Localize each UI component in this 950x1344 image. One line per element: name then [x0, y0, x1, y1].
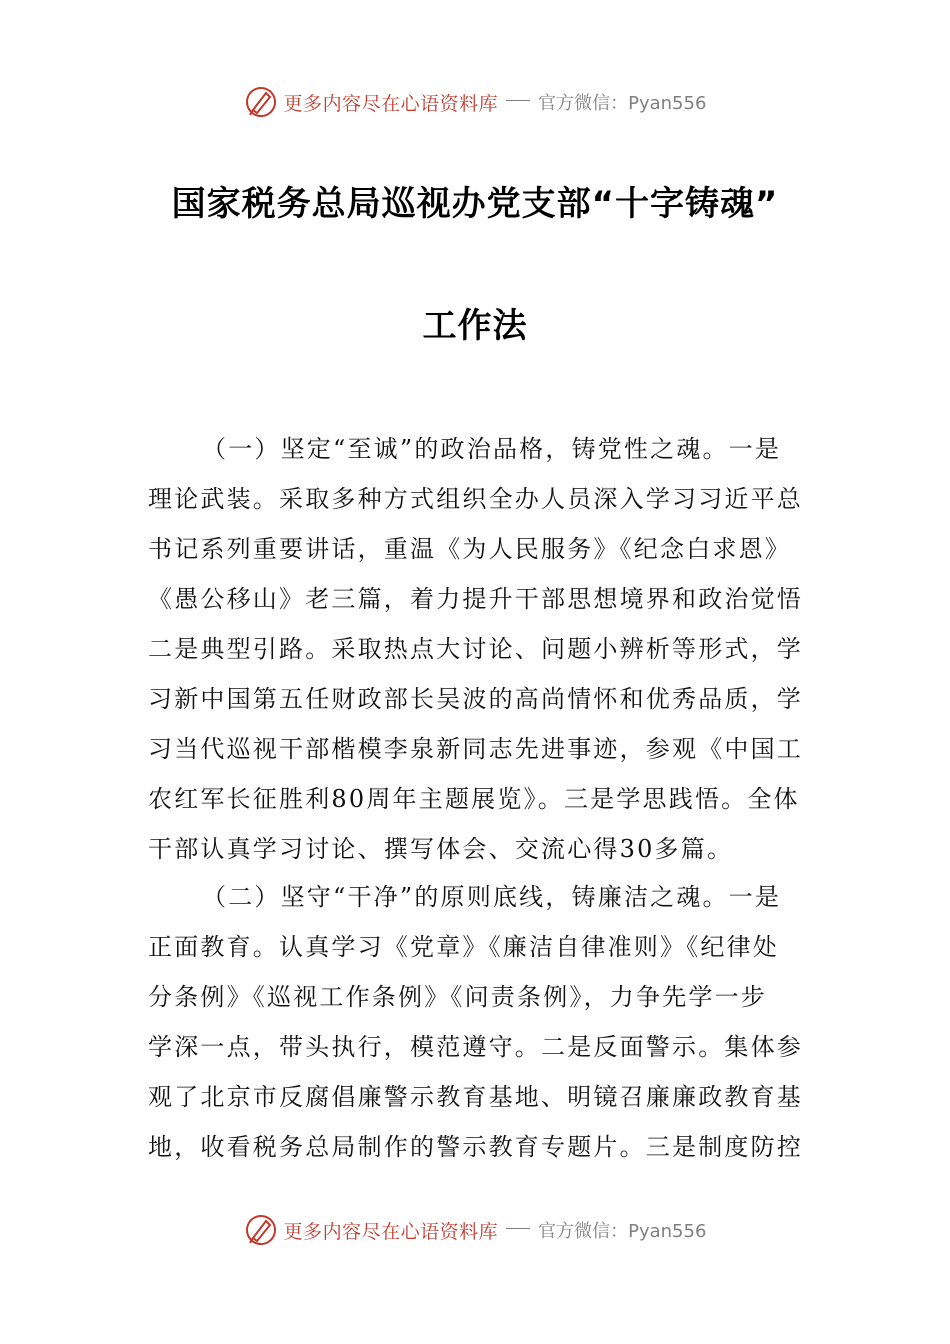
watermark-contact: 官方微信：Pyan556 [538, 1221, 707, 1242]
text-line: 地，收看税务总局制作的警示教育专题片。三是制度防控 [148, 1133, 803, 1161]
text-line: （一）坚定“至诚”的政治品格，铸党性之魂。一是 [202, 435, 782, 463]
watermark-contact: 官方微信：Pyan556 [538, 93, 707, 114]
text-line: （二）坚守“干净”的原则底线，铸廉洁之魂。一是 [202, 883, 782, 911]
text-line: 农红军长征胜利80周年主题展览》。三是学思践悟。全体 [148, 785, 800, 813]
pen-nib-circle-icon [244, 1213, 278, 1247]
footer-watermark [0, 1210, 950, 1250]
text-line: 习当代巡视干部楷模李泉新同志先进事迹，参观《中国工 [148, 735, 803, 763]
paragraph-2 [148, 872, 808, 1172]
text-line: 《愚公移山》老三篇，着力提升干部思想境界和政治觉悟 [148, 585, 803, 613]
pen-nib-circle-icon [244, 85, 278, 119]
text-line: 习新中国第五任财政部长吴波的高尚情怀和优秀品质，学 [148, 685, 803, 713]
document-title-continued: 工作法 [422, 306, 528, 346]
header-watermark [0, 82, 950, 122]
text-line: 干部认真学习讨论、撰写体会、交流心得30多篇。 [148, 835, 734, 863]
text-line: 学深一点，带头执行，模范遵守。二是反面警示。集体参 [148, 1033, 803, 1061]
watermark-text: 更多内容尽在心语资料库 [283, 1220, 499, 1243]
text-line: 分条例》《巡视工作条例》《问责条例》，力争先学一步 [148, 983, 767, 1011]
text-line: 理论武装。采取多种方式组织全办人员深入学习习近平总 [148, 485, 803, 513]
text-line: 二是典型引路。采取热点大讨论、问题小辨析等形式，学 [148, 635, 803, 663]
document-title: 国家税务总局巡视办党支部“十字铸魂” [171, 184, 779, 224]
text-line: 书记系列重要讲话，重温《为人民服务》《纪念白求恩》 [148, 535, 791, 563]
paragraph-1 [148, 424, 808, 874]
watermark-separator [506, 1228, 530, 1229]
watermark-text: 更多内容尽在心语资料库 [283, 92, 499, 115]
watermark-separator [506, 100, 530, 101]
text-line: 正面教育。认真学习《党章》《廉洁自律准则》《纪律处 [148, 933, 779, 961]
text-line: 观了北京市反腐倡廉警示教育基地、明镜召廉廉政教育基 [148, 1083, 803, 1111]
